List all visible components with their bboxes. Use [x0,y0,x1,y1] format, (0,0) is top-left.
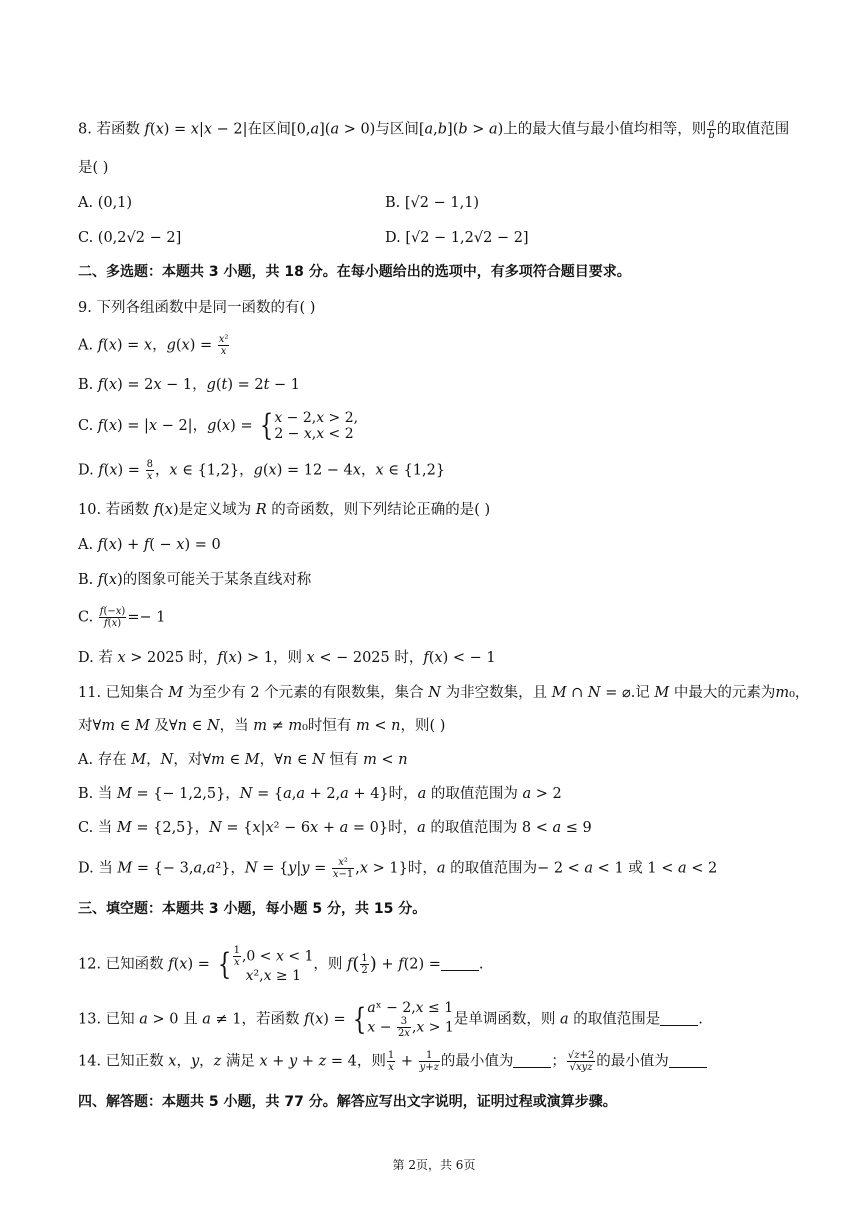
q9-d-num: 8 [146,459,153,470]
q8-frac-den: 𝑏 [708,130,715,141]
q14-f3 [567,1050,595,1073]
q14-f2-den: 𝑦+𝑧 [419,1062,439,1073]
q11-option-c: C. 当 𝑀 = {2,5}，𝑁 = {𝑥|𝑥² − 6𝑥 + 𝑎 = 0}时，𝑎 的取值范围为 8 < 𝑎 ≤ 9 [78,820,592,836]
q9-a-text: A. 𝑓(𝑥) = 𝑥，𝑔(𝑥) = [78,337,217,354]
q9-d-text: D. 𝑓(𝑥) = [78,462,145,479]
q9-option-b: B. 𝑓(𝑥) = 2𝑥 − 1，𝑔(𝑡) = 2𝑡 − 1 [78,377,301,393]
section-2-heading: 二、多选题：本题共 3 小题，共 18 分。在每小题给出的选项中，有多项符合题目要求。 [78,264,631,280]
q9-d-fraction [146,459,154,482]
q10-c-den: 𝑓(𝑥) [103,618,122,629]
q10-option-d: D. 若 𝑥 > 2025 时，𝑓(𝑥) > 1，则 𝑥 < − 2025 时，𝑓(𝑥) < − 1 [78,650,496,666]
q9-option-a [78,334,230,357]
q14-text: 14. 已知正数 𝑥，𝑦，𝑧 满足 𝑥 + 𝑦 + 𝑧 = 4，则 [78,1053,386,1070]
q9-c-cases [274,410,358,442]
q12-case1-cond: ,0 < 𝑥 < 1 [241,948,314,965]
q9-stem: 9. 下列各组函数中是同一函数的有( ) [78,300,316,316]
q12-answer-blank[interactable] [441,956,479,971]
q9-option-c [78,410,358,442]
q13-case1: 𝑎ˣ − 2,𝑥 ≤ 1 [367,1000,454,1016]
q11-stem-line2: 对∀𝑚 ∈ 𝑀 及∀𝑛 ∈ 𝑁，当 𝑚 ≠ 𝑚₀时恒有 𝑚 < 𝑛，则( ) [78,718,446,734]
q14-sep: ； [551,1053,566,1070]
q13-line [78,1000,703,1039]
q12-case1-num: 1 [233,945,240,956]
q8-option-c: C. (0,2√2 − 2] [78,230,182,246]
q10-option-b: B. 𝑓(𝑥)的图象可能关于某条直线对称 [78,572,312,588]
q9-c-case1: 𝑥 − 2,𝑥 > 2, [274,410,359,426]
q11-d-num: 𝑥² [332,857,354,869]
q10-c-fraction [99,606,127,629]
q8-option-b: B. [√2 − 1,1) [385,195,480,211]
q8-stem-line2: 是( ) [78,160,109,176]
q14-post: 的最小值为 [596,1053,669,1070]
q9-option-d [78,459,445,482]
q13-case2-fraction [397,1016,411,1039]
q14-f1-num: 1 [387,1050,395,1061]
q11-option-a: A. 存在 𝑀，𝑁，对∀𝑚 ∈ 𝑀，∀𝑛 ∈ 𝑁 恒有 𝑚 < 𝑛 [78,752,408,768]
q9-c-brace: { [260,408,274,443]
q9-a-den: 𝑥 [220,346,227,357]
q14-f1-den: 𝑥 [388,1062,394,1073]
q14-answer-blank-2[interactable] [669,1053,707,1068]
q12-arg-num: 1 [361,953,368,964]
q10-c-tail: =− 1 [127,609,166,626]
q13-brace: { [353,1001,367,1037]
q12-end: . [478,956,484,973]
q12-line: 12. 已知函数 𝑓(𝑥) = { $\frac{1}{\text{𝑥}}$ ,0 < 𝑥 < 1 𝑥²,𝑥 ≥ 1 ，则 𝑓( $\frac{1}{2}$ ) + 𝑓(2) = . [78,945,484,984]
q14-f2 [419,1050,440,1073]
q9-a-fraction [218,334,230,357]
q9-d-den: 𝑥 [146,471,153,482]
q10-c-num: 𝑓(−𝑥) [99,606,126,617]
q14-line [78,1050,707,1073]
q8-option-d: D. [√2 − 1,2√2 − 2] [385,230,529,246]
q11-d-tail: ,𝑥 > 1}时，𝑎 的取值范围为− 2 < 𝑎 < 1 或 1 < 𝑎 < 2 [355,860,718,877]
q8-option-a: A. (0,1) [78,195,133,211]
q8-stem-tail: 的取值范围 [716,121,790,138]
section-4-heading: 四、解答题：本题共 5 小题，共 77 分。解答应写出文字说明，证明过程或演算步骤。 [78,1094,617,1110]
q13-cases [367,1000,453,1039]
q8-fraction [707,118,715,141]
q11-option-d [78,857,717,880]
q12-case1-fraction [233,945,241,968]
q13-answer-blank[interactable] [660,1011,698,1026]
q8-stem-text: 8. 若函数 𝑓(𝑥) = 𝑥|𝑥 − 2|在区间[0,𝑎](𝑎 > 0)与区间[𝑎,𝑏](𝑏 > 𝑎)上的最大值与最小值均相等，则 [78,121,707,138]
q8-stem-line1 [78,118,789,141]
q11-d-fraction [332,857,354,880]
q13-post: 是单调函数，则 𝑎 的取值范围是 [453,1011,661,1028]
q11-option-b: B. 当 𝑀 = {− 1,2,5}，𝑁 = {𝑎,𝑎 + 2,𝑎 + 4}时，𝑎 的取值范围为 𝑎 > 2 [78,786,562,802]
q10-stem: 10. 若函数 𝑓(𝑥)是定义域为 𝑅 的奇函数，则下列结论正确的是( ) [78,502,491,518]
q14-f3-num: √𝑧+2 [567,1050,595,1061]
q13-case2-num: 3 [397,1016,411,1028]
q9-c-case2: 2 − 𝑥,𝑥 < 2 [274,426,354,442]
q8-frac-num: 𝑎 [708,118,715,129]
q10-option-a: A. 𝑓(𝑥) + 𝑓( − 𝑥) = 0 [78,537,221,553]
q14-answer-blank-1[interactable] [513,1053,551,1068]
q9-c-text: C. 𝑓(𝑥) = |𝑥 − 2|，𝑔(𝑥) = [78,418,258,434]
q10-option-c [78,606,165,629]
q14-mid: 的最小值为 [440,1053,514,1070]
q14-f2-num: 1 [419,1050,440,1062]
q13-case2-den: 2𝑥 [397,1028,410,1039]
q12-brace: { [217,946,231,982]
q14-f1 [387,1050,395,1073]
q14-f3-den: √𝑥𝑦𝑧 [569,1062,593,1073]
q12-mid: ，则 𝑓 [313,956,353,973]
q11-d-text: D. 当 𝑀 = {− 3,𝑎,𝑎²}，𝑁 = {𝑦|𝑦 = [78,860,331,877]
q12-post: + 𝑓(2) = [376,956,441,973]
q13-text: 13. 已知 𝑎 > 0 且 𝑎 ≠ 1，若函数 𝑓(𝑥) = [78,1011,351,1028]
q10-c-label: C. [78,609,98,626]
q12-case1-den: 𝑥 [233,957,240,968]
q12-text: 12. 已知函数 𝑓(𝑥) = [78,956,215,973]
q12-arg-fraction [360,953,368,976]
q9-d-tail: ，𝑥 ∈ {1,2}，𝑔(𝑥) = 12 − 4𝑥，𝑥 ∈ {1,2} [154,462,446,479]
q12-case2: 𝑥²,𝑥 ≥ 1 [245,968,302,984]
section-3-heading: 三、填空题：本题共 3 小题，每小题 5 分，共 15 分。 [78,901,427,917]
q12-cases [232,945,314,984]
q13-case2-pre: 𝑥 − [367,1019,396,1036]
q11-d-den: 𝑥−1 [332,869,354,880]
q13-case2-cond: ,𝑥 > 1 [411,1019,454,1036]
q12-arg-den: 2 [361,965,368,976]
q11-stem-line1: 11. 已知集合 𝑀 为至少有 2 个元素的有限数集，集合 𝑁 为非空数集，且 𝑀 ∩ 𝑁 = ⌀.记 𝑀 中最大的元素为𝑚₀， [78,685,810,701]
q9-a-num: 𝑥² [218,334,229,345]
q13-end: . [698,1011,703,1028]
q14-plus: + [396,1053,418,1070]
page-footer: 第 2页，共 6页 [392,1158,476,1172]
